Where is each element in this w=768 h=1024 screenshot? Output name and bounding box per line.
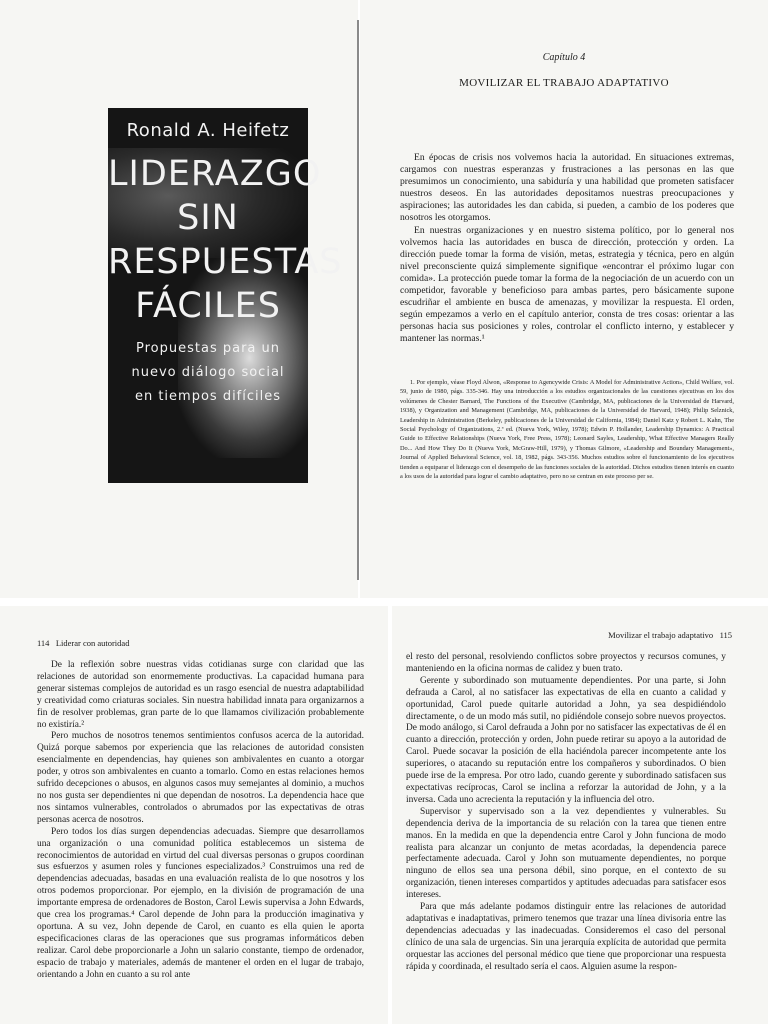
page-cover-side bbox=[0, 0, 358, 598]
paragraph: Gerente y subordinado son mutuamente dependientes. Por una parte, si John defrauda a Carol, al no satisfacer las expectativas de ella en cuanto a calidad y oportunidad, Carol puede quitarle autoridad a John, ya sea despidiéndolo directamente, o de un modo más sutil, no pidiéndole consejo sobre nuevos proyectos. De modo análogo, si Carol defrauda a John por no satisfacer las expectativas de él en cuanto a dirección, protección y orden, John puede retirar su apoyo a la autoridad de Carol. Puede socavar la posición de ella haciéndola parecer incompetente ante los superiores, o atacando su reputación entre los compañeros y subordinados. O bien puede irse de la empresa. Por otro lado, cuando gerente y subordinado satisfacen sus expectativas recíprocas, Carol se inclina a reforzar la autoridad de John, y a la inversa. Cada uno acrecienta la reputación y la influencia del otro. bbox=[406, 675, 726, 805]
page-body-text bbox=[37, 660, 364, 981]
paragraph: Pero muchos de nosotros tenemos sentimientos confusos acerca de la autoridad. Quizá porque sabemos por experiencia que las relaciones de autoridad consisten esencialmente en dependencias, hay quienes son ambivalentes en cuanto a otorgar poder, y otros son ambivalentes en cuanto a tomarlo. Como en estas relaciones hemos sufrido decepciones o abusos, en algunos casos muy semejantes al dominio, a muchos no nos gusta ser dependientes ni que dependan de nosotros. La dependencia hace que nos sintamos vulnerables, controlados o abrumados por las expectativas de otras personas acerca de nosotros. bbox=[37, 731, 364, 825]
page-body-text bbox=[406, 652, 726, 973]
page-gutter-top bbox=[357, 20, 359, 580]
cover-title-line-3: RESPUESTAS bbox=[108, 242, 343, 282]
paragraph: Pero todos los días surgen dependencias adecuadas. Siempre que desarrollamos una organización o una comunidad política establecemos un sistema de reconocimientos de autoridad en virtud del cual diversas personas o grupos coordinan sus esfuerzos y asumen roles y funciones especializados.³ Construimos una red de dependencias adecuadas, basadas en una evaluación realista de lo que nosotros y los otros podemos proporcionar. Por ejemplo, en la división de programación de una importante empresa de ordenadores de Boston, Carol Lewis supervisa a John Edwards, que crea los programas.⁴ Carol depende de John para la producción imaginativa y oportuna. A su vez, John depende de Carol, en cuanto es ella quien le aporta especificaciones claras de las operaciones que sus programas informáticos deben realizar. Carol debe proporcionarle a John un salario constante, tiempo de ordenador, espacio de trabajo y materiales, además de mantener el orden en el lugar de trabajo, orientando a John en cuanto a su rol ante bbox=[37, 826, 364, 980]
footnotes bbox=[400, 378, 734, 481]
page-115 bbox=[392, 606, 768, 1024]
page-114 bbox=[0, 606, 388, 1024]
chapter-title: MOVILIZAR EL TRABAJO ADAPTATIVO bbox=[459, 77, 669, 89]
cover-author: Ronald A. Heifetz bbox=[126, 120, 290, 141]
running-header-right bbox=[608, 630, 732, 640]
running-head: Movilizar el trabajo adaptativo bbox=[608, 630, 714, 640]
footnote: 1. Por ejemplo, véase Floyd Alwon, «Response to Agencywide Crisis: A Model for Administrative Action», Child Welfare, vol. 59, junio de 1980, págs. 335-346. Hay una introducción a los estudios organizacionales de las cuestiones ejecutivas en los dos volúmenes de Chester Barnard, The Functions of the Executive (Cambridge, MA, publicaciones de la Universidad de Harvard, 1938), y Organization and Management (Cambridge, MA, publicaciones de la Universidad de Harvard, 1948); Philip Selznick, Leadership in Administration (Berkeley, publicaciones de la Universidad de California, 1984); Daniel Katz y Robert L. Kahn, The Social Psychology of Organizations, 2.ª ed. (Nueva York, Wiley, 1978); Edwin P. Hollander, Leadership Dynamics: A Practical Guide to Effective Relationships (Nueva York, Free Press, 1978); Leonard Sayles, Leadership, What Effective Managers Really Do... And How They Do It (Nueva York, McGraw-Hill, 1979), y Thomas Gilmore, «Leadership and Boundary Management», Journal of Applied Behavioral Science, vol. 18, 1982, págs. 343-356. Muchos estudios sobre el funcionamiento de los ejecutivos tienden a equiparar el liderazgo con el desempeño de las funciones sociales de la autoridad. Dichos estudios tienen interés en cuanto a los usos de la autoridad para lograr el cambio adaptativo, pero no se centran en este proceso per se. bbox=[400, 379, 734, 481]
cover-subtitle-line-3: en tiempos difíciles bbox=[134, 389, 282, 404]
book-cover bbox=[108, 108, 343, 483]
cover-title-line-4: FÁCILES bbox=[135, 286, 281, 326]
page-chapter-opening bbox=[360, 0, 768, 598]
cover-subtitle-line-1: Propuestas para un bbox=[136, 341, 280, 356]
paragraph: Para que más adelante podamos distinguir entre las relaciones de autoridad adaptativas e inadaptativas, primero tenemos que trazar una línea divisoria entre las dependencias adecuadas y las inadecuadas. Consideremos el caso del personal clínico de una sala de urgencias. Sin una jerarquía explícita de autoridad que permita orquestar las acciones del personal médico que tiene que proporcionar una respuesta rápida y coordinada, el resultado sería el caos. Alguien asume la respon- bbox=[406, 902, 726, 972]
paragraph: Supervisor y supervisado son a la vez dependientes y vulnerables. Su dependencia deriva de la importancia de su relación con la tarea que tienen entre manos. En la medida en que la dependencia entre Carol y John funciona de modo realista para alcanzar un conjunto de metas acordadas, la dependencia parece perfectamente adecuada. Carol y John son mutuamente dependientes, no porque ninguno de ellos sea una persona débil, sino porque, en el contexto de su organización, tienen intereses compartidos y aptitudes adecuadas para satisfacer esos intereses. bbox=[406, 806, 726, 901]
cover-title-line-1: LIDERAZGO bbox=[108, 154, 322, 194]
running-header-left bbox=[37, 638, 129, 648]
cover-subtitle-line-2: nuevo diálogo social bbox=[131, 365, 285, 380]
chapter-label: Capítulo 4 bbox=[542, 52, 586, 63]
page-number: 115 bbox=[719, 630, 732, 640]
paragraph: En nuestras organizaciones y en nuestro sistema político, por lo general nos volvemos hacia las autoridades en busca de dirección, protección y orden. La dirección puede tomar la forma de visión, metas, estrategia y técnica, pero en algún nivel preconsciente quizá simplemente signifique «encontrar el próximo lugar con comida». La protección puede tomar la forma de la negociación de un acuerdo con un competidor, favorable y beneficioso para ambas partes, pero básicamente supone escudriñar el ambiente en busca de amenazas, y movilizar la respuesta. El orden, según empezamos a verlo en el capítulo anterior, consta de tres cosas: orientar a las personas hacia sus posiciones y roles, controlar el conflicto interno, y establecer y mantener las normas.¹ bbox=[400, 224, 734, 345]
page-number: 114 bbox=[37, 638, 50, 648]
paragraph: En épocas de crisis nos volvemos hacia la autoridad. En situaciones extremas, cargamos con nuestras esperanzas y frustraciones a las personas en las que presumimos un conocimiento, una sabiduría y una habilidad que prometen satisfacer nuestros deseos. En las autoridades depositamos nuestras preocupaciones y aspiraciones; las autoridades les dan cabida, si pueden, a cambio de los poderes que nosotros les otorgamos. bbox=[400, 152, 734, 224]
cover-title-line-2: SIN bbox=[177, 198, 239, 238]
paragraph: el resto del personal, resolviendo conflictos sobre proyectos y recursos comunes, y manteniendo en la oficina normas de calidez y buen trato. bbox=[406, 652, 726, 674]
running-head: Liderar con autoridad bbox=[55, 638, 130, 648]
paragraph: De la reflexión sobre nuestras vidas cotidianas surge con claridad que las relaciones de autoridad son enormemente productivas. La capacidad humana para generar sistemas complejos de autoridad es un rasgo esencial de nuestra adaptabilidad y creatividad como criaturas sociales. Sin nuestra habilidad innata para organizarnos a fin de resolver problemas, gran parte de lo que llamamos civilización probablemente no existiría.² bbox=[37, 660, 364, 730]
chapter-body-text bbox=[400, 152, 734, 346]
